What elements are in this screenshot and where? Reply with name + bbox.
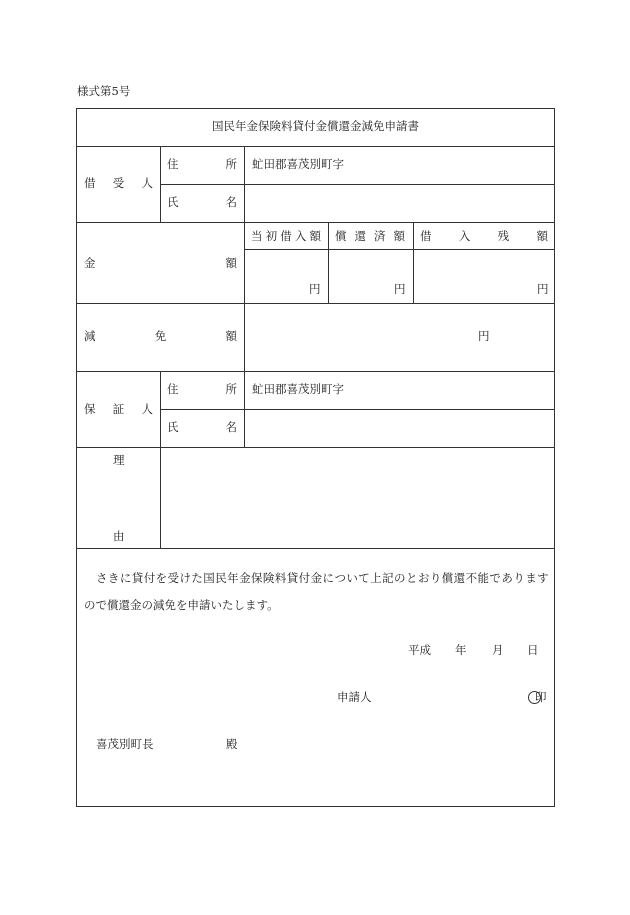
borrower-label: 借 受 人 <box>84 176 153 190</box>
rule <box>76 222 555 223</box>
reason-label-char1: 理 <box>113 453 125 467</box>
repaid-unit: 円 <box>394 282 406 296</box>
applicant-label: 申請人 <box>337 690 372 704</box>
addressee-honorific: 殿 <box>226 737 238 751</box>
rule <box>160 371 161 548</box>
remaining-unit: 円 <box>537 282 549 296</box>
rule <box>160 146 161 222</box>
rule <box>76 371 555 372</box>
reason-label-char2: 由 <box>113 529 125 543</box>
amount-label: 金 額 <box>84 256 237 270</box>
initial-borrowed-unit: 円 <box>309 282 321 296</box>
guarantor-address-value[interactable]: 虻田郡喜茂別町字 <box>252 382 344 396</box>
reason-field[interactable] <box>168 455 548 541</box>
rule <box>76 548 555 549</box>
rule <box>244 146 245 303</box>
rule <box>160 184 555 185</box>
rule <box>244 303 245 371</box>
rule <box>244 249 555 250</box>
borrower-name-label: 氏 名 <box>167 195 237 209</box>
borrower-address-label: 住 所 <box>167 157 237 171</box>
initial-borrowed-header: 当 初 借 入 額 <box>251 229 321 243</box>
guarantor-address-label: 住 所 <box>167 382 237 396</box>
rule <box>76 146 555 147</box>
addressee-title: 喜茂別町長 <box>96 737 154 751</box>
reduction-label: 減 免 額 <box>84 329 237 343</box>
remaining-header: 借 入 残 額 <box>420 229 548 243</box>
rule <box>413 222 414 303</box>
guarantor-name-label: 氏 名 <box>167 420 237 434</box>
guarantor-label: 保 証 人 <box>84 402 153 416</box>
statement-line1: さ き に 貸 付 を 受 け た 国 民 年 金 保 険 料 貸 付 金 に つ い て 上 記 の と お り 償 還 不 能 で あ り ま す <box>96 571 549 585</box>
reduction-unit: 円 <box>478 329 490 343</box>
rule <box>244 371 245 447</box>
seal-label: 印 <box>535 690 547 704</box>
date-year: 年 <box>455 643 467 657</box>
borrower-address-value[interactable]: 虻田郡喜茂別町字 <box>252 157 344 171</box>
rule <box>160 409 555 410</box>
repaid-header: 償 還 済 額 <box>335 229 405 243</box>
date-era: 平成 <box>408 643 431 657</box>
date-day: 日 <box>527 643 539 657</box>
rule <box>76 447 555 448</box>
date-month: 月 <box>492 643 504 657</box>
rule <box>328 222 329 303</box>
statement-line2: ので償還金の減免を申請いたします。 <box>84 598 279 612</box>
rule <box>76 303 555 304</box>
form-title: 国民年金保険料貸付金償還金減免申請書 <box>212 119 419 133</box>
form-id: 様式第5号 <box>77 84 131 98</box>
